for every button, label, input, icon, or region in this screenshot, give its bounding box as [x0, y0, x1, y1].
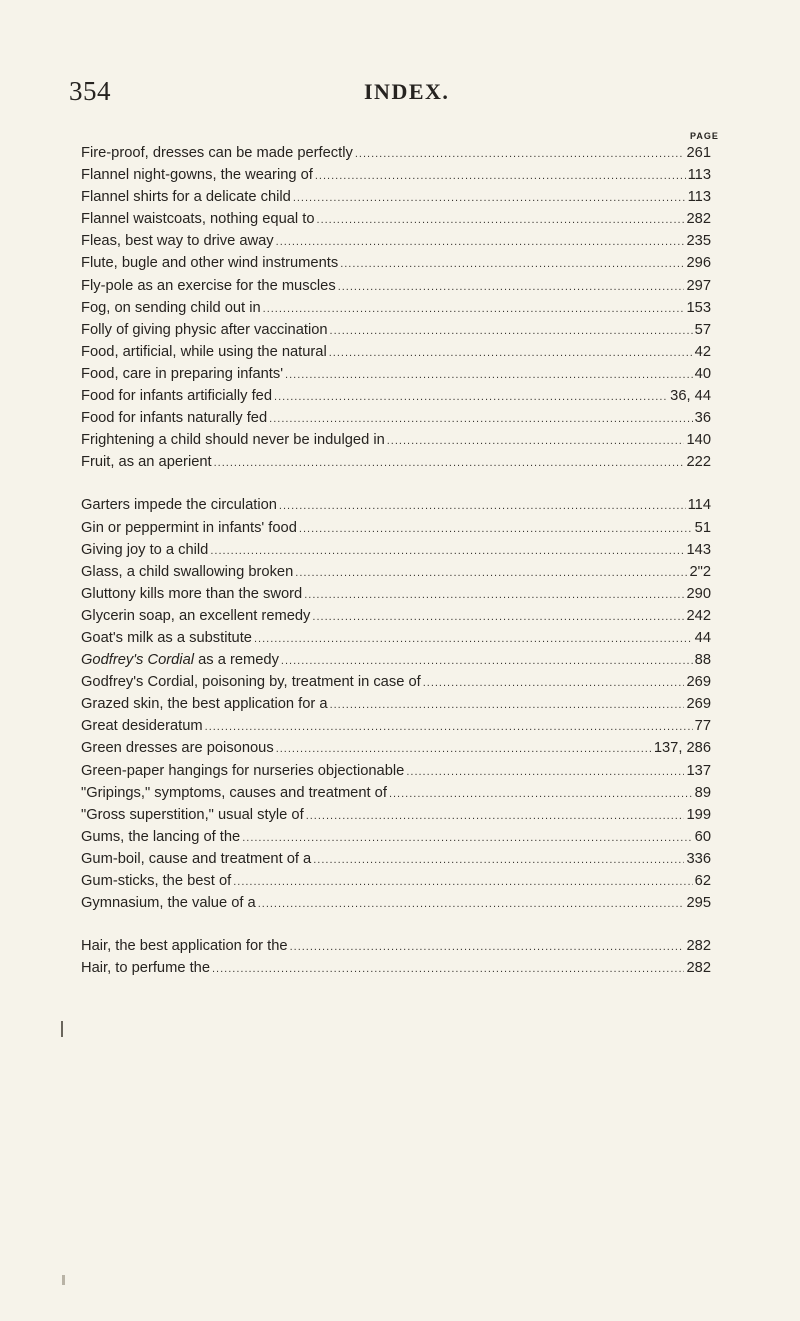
dot-leader — [214, 452, 685, 474]
running-head: INDEX. — [364, 79, 450, 104]
page-reference: 77 — [694, 718, 711, 735]
page-reference: 88 — [694, 652, 711, 669]
index-list — [81, 142, 711, 1000]
index-term: Fruit, as an aperient — [81, 454, 212, 471]
dot-leader — [406, 761, 684, 783]
dot-leader — [315, 165, 686, 187]
index-entry — [81, 297, 711, 319]
index-entry — [81, 407, 711, 429]
dot-leader — [276, 738, 652, 760]
page-reference: 336 — [686, 850, 711, 867]
index-entry — [81, 561, 711, 583]
margin-mark — [62, 1275, 65, 1285]
page-reference: 199 — [686, 806, 711, 823]
index-entry — [81, 451, 711, 473]
index-entry — [81, 252, 711, 274]
index-term: Goat's milk as a substitute — [81, 629, 252, 646]
index-entry — [81, 848, 711, 870]
dot-leader — [355, 143, 685, 165]
index-term: Gluttony kills more than the sword — [81, 585, 303, 602]
index-entry — [81, 935, 711, 957]
dot-leader — [254, 628, 693, 650]
index-term: Glycerin soap, an excellent remedy — [81, 607, 311, 624]
dot-leader — [299, 518, 693, 540]
page-reference: 153 — [686, 299, 711, 316]
page-reference: 295 — [686, 895, 711, 912]
index-term: Flannel shirts for a delicate child — [81, 189, 291, 206]
page-reference: 290 — [686, 585, 711, 602]
page-reference: 36, 44 — [670, 388, 711, 405]
page-reference: 44 — [694, 629, 711, 646]
index-entry — [81, 715, 711, 737]
index-entry — [81, 186, 711, 208]
index-term: Frightening a child should never be indulged in — [81, 432, 385, 449]
index-group — [81, 935, 711, 979]
dot-leader — [340, 253, 684, 275]
index-term: Glass, a child swallowing broken — [81, 563, 294, 580]
dot-leader — [423, 672, 685, 694]
page-reference: 137, 286 — [653, 740, 711, 757]
index-term: Hair, to perfume the — [81, 960, 210, 977]
index-term: Gymnasium, the value of a — [81, 895, 256, 912]
dot-leader — [290, 936, 685, 958]
index-term: Flute, bugle and other wind instruments — [81, 255, 339, 272]
index-entry — [81, 341, 711, 363]
index-term: Great desideratum — [81, 718, 203, 735]
index-term: Gum-boil, cause and treatment of a — [81, 850, 312, 867]
index-entry — [81, 385, 711, 407]
page-reference: 113 — [687, 167, 711, 184]
dot-leader — [279, 495, 686, 517]
page-reference: 42 — [694, 343, 711, 360]
index-term: Hair, the best application for the — [81, 938, 288, 955]
page-reference: 282 — [686, 211, 711, 228]
index-entry — [81, 275, 711, 297]
index-term: Fleas, best way to drive away — [81, 233, 274, 250]
dot-leader — [233, 871, 692, 893]
index-entry — [81, 208, 711, 230]
page-reference: 57 — [694, 321, 711, 338]
index-entry — [81, 230, 711, 252]
page-reference: 114 — [687, 497, 711, 514]
index-entry — [81, 583, 711, 605]
index-term: "Gross superstition," usual style of — [81, 806, 304, 823]
dot-leader — [306, 805, 685, 827]
page-reference: 143 — [686, 541, 711, 558]
page-reference: 296 — [686, 255, 711, 272]
page-reference: 242 — [686, 607, 711, 624]
dot-leader — [205, 716, 693, 738]
index-entry — [81, 319, 711, 341]
index-term — [81, 649, 279, 671]
page-reference: 51 — [694, 519, 711, 536]
index-entry — [81, 671, 711, 693]
index-entry — [81, 957, 711, 979]
index-group — [81, 494, 711, 914]
index-term: Fly-pole as an exercise for the muscles — [81, 277, 336, 294]
index-entry — [81, 142, 711, 164]
index-entry — [81, 605, 711, 627]
index-entry — [81, 737, 711, 759]
dot-leader — [293, 187, 686, 209]
page-reference: 2"2 — [689, 563, 711, 580]
page-reference: 140 — [686, 432, 711, 449]
index-entry — [81, 494, 711, 516]
index-group — [81, 142, 711, 473]
index-entry — [81, 429, 711, 451]
index-term: Fog, on sending child out in — [81, 299, 261, 316]
page-reference: 222 — [686, 454, 711, 471]
dot-leader — [210, 540, 684, 562]
page-reference: 269 — [686, 674, 711, 691]
index-entry — [81, 649, 711, 671]
dot-leader — [295, 562, 687, 584]
margin-mark — [61, 1021, 63, 1037]
dot-leader — [281, 650, 693, 672]
index-entry — [81, 164, 711, 186]
dot-leader — [313, 849, 684, 871]
dot-leader — [387, 430, 685, 452]
index-term: Grazed skin, the best application for a — [81, 696, 328, 713]
page-reference: 235 — [686, 233, 711, 250]
index-term: Garters impede the circulation — [81, 497, 277, 514]
dot-leader — [389, 783, 693, 805]
index-entry — [81, 363, 711, 385]
index-term: Giving joy to a child — [81, 541, 209, 558]
page-reference: 137 — [686, 762, 711, 779]
index-term: Green-paper hangings for nurseries objectionable — [81, 762, 405, 779]
index-term: Gums, the lancing of the — [81, 828, 241, 845]
index-term: Green dresses are poisonous — [81, 740, 274, 757]
page-reference: 36 — [694, 410, 711, 427]
index-term: Folly of giving physic after vaccination — [81, 321, 328, 338]
page-reference: 89 — [694, 784, 711, 801]
dot-leader — [317, 209, 685, 231]
page-reference: 113 — [687, 189, 711, 206]
page-reference: 60 — [694, 828, 711, 845]
dot-leader — [329, 342, 693, 364]
index-term: Godfrey's Cordial, poisoning by, treatment in case of — [81, 674, 421, 691]
index-entry — [81, 627, 711, 649]
page-reference: 40 — [694, 365, 711, 382]
index-entry — [81, 782, 711, 804]
dot-leader — [285, 364, 693, 386]
dot-leader — [330, 320, 693, 342]
index-term-italic: Godfrey's Cordial — [81, 652, 195, 669]
index-term: Food, artificial, while using the natural — [81, 343, 327, 360]
dot-leader — [338, 276, 685, 298]
index-term: Food, care in preparing infants' — [81, 365, 284, 382]
index-term: Food for infants artificially fed — [81, 388, 273, 405]
page-reference: 297 — [686, 277, 711, 294]
dot-leader — [212, 958, 684, 980]
index-term: Flannel night-gowns, the wearing of — [81, 167, 313, 184]
page-header — [0, 76, 800, 110]
page-column-label: PAGE — [690, 131, 719, 141]
index-entry — [81, 804, 711, 826]
index-entry — [81, 539, 711, 561]
dot-leader — [304, 584, 684, 606]
page-reference: 261 — [686, 145, 711, 161]
index-term: "Gripings," symptoms, causes and treatment of — [81, 784, 387, 801]
dot-leader — [258, 893, 685, 915]
page-reference: 282 — [686, 960, 711, 977]
page-reference: 62 — [694, 873, 711, 889]
page-reference: 269 — [686, 696, 711, 713]
index-term: Gin or peppermint in infants' food — [81, 519, 297, 536]
dot-leader — [269, 408, 693, 430]
index-term: Gum-sticks, the best of — [81, 873, 232, 889]
index-entry — [81, 693, 711, 715]
index-entry — [81, 870, 711, 892]
index-term: Flannel waistcoats, nothing equal to — [81, 211, 315, 228]
dot-leader — [263, 298, 685, 320]
index-term: Food for infants naturally fed — [81, 410, 268, 427]
dot-leader — [312, 606, 684, 628]
dot-leader — [330, 694, 685, 716]
dot-leader — [242, 827, 692, 849]
page-number: 354 — [69, 76, 111, 106]
page-reference: 282 — [686, 938, 711, 955]
index-term: Fire-proof, dresses can be made perfectly — [81, 145, 353, 161]
index-entry — [81, 892, 711, 914]
index-term-rest: as a remedy — [194, 652, 279, 669]
dot-leader — [276, 231, 685, 253]
index-entry — [81, 517, 711, 539]
index-entry — [81, 826, 711, 848]
index-entry — [81, 760, 711, 782]
dot-leader — [274, 386, 668, 408]
